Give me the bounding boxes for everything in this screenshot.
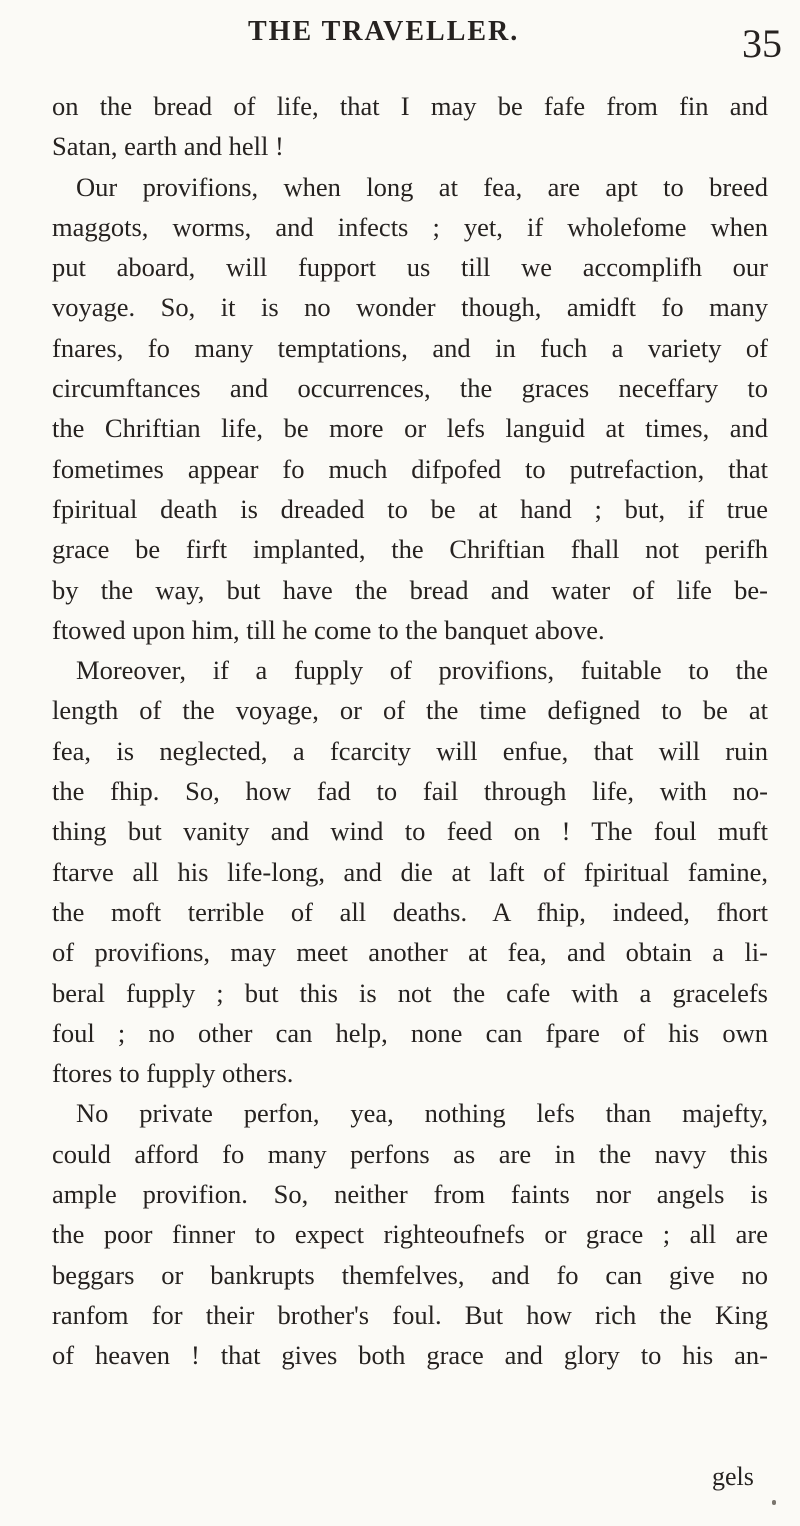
page-number: 35 [742,21,782,66]
ink-speck [772,1500,776,1505]
text-line: voyage. So, it is no wonder though, amidft fo many [52,292,768,323]
text-line: fnares, fo many temptations, and in fuch a variety of [52,332,768,363]
text-line: ftarve all his life-long, and die at laft of fpiritual famine, [52,856,768,887]
text-line: foul ; no other can help, none can fpare of his own [52,1017,768,1048]
text-line: Our provifions, when long at fea, are apt to breed [76,171,768,202]
text-line: fpiritual death is dreaded to be at hand ; but, if true [52,493,768,524]
text-line: maggots, worms, and infects ; yet, if wholefome when [52,211,768,242]
text-line: on the bread of life, that I may be fafe from fin and [52,91,768,121]
text-line: circumftances and occurrences, the graces neceffary to [52,373,768,404]
text-line: put aboard, will fupport us till we accomplifh our [52,252,768,283]
catchword: gels [712,1462,754,1491]
running-head [0,8,800,88]
text-line: Moreover, if a fupply of provifions, fuitable to the [76,655,768,686]
text-line: fea, is neglected, a fcarcity will enfue, that will ruin [52,735,768,766]
text-line: ranfom for their brother's foul. But how rich the King [52,1299,768,1330]
text-line: thing but vanity and wind to feed on ! The foul muft [52,816,768,847]
text-line: the moft terrible of all deaths. A fhip, indeed, fhort [52,896,768,927]
text-line: No private perfon, yea, nothing lefs than majefty, [76,1098,768,1129]
text-line: ample provifion. So, neither from faints nor angels is [52,1179,768,1210]
text-line: beggars or bankrupts themfelves, and fo can give no [52,1259,768,1290]
text-line: the Chriftian life, be more or lefs languid at times, and [52,413,768,444]
text-line: ftores to fupply others. [52,1058,294,1089]
text-line: ftowed upon him, till he come to the banquet above. [52,614,605,645]
text-line: beral fupply ; but this is not the cafe with a gracelefs [52,977,768,1008]
text-line: Satan, earth and hell ! [52,131,284,162]
text-line: by the way, but have the bread and water of life be- [52,574,768,605]
text-line: fometimes appear fo much difpofed to putrefaction, that [52,453,768,484]
text-line: of heaven ! that gives both grace and glory to his an- [52,1340,768,1371]
body-text [52,86,768,1376]
text-line: the fhip. So, how fad to fail through life, with no- [52,776,768,807]
text-line: grace be firft implanted, the Chriftian fhall not perifh [52,534,768,565]
running-title: THE TRAVELLER. [248,16,520,47]
text-line: could afford fo many perfons as are in the navy this [52,1138,768,1169]
text-line: length of the voyage, or of the time defigned to be at [52,695,768,726]
text-line: of provifions, may meet another at fea, and obtain a li- [52,937,768,968]
text-line: the poor finner to expect righteoufnefs or grace ; all are [52,1219,768,1250]
